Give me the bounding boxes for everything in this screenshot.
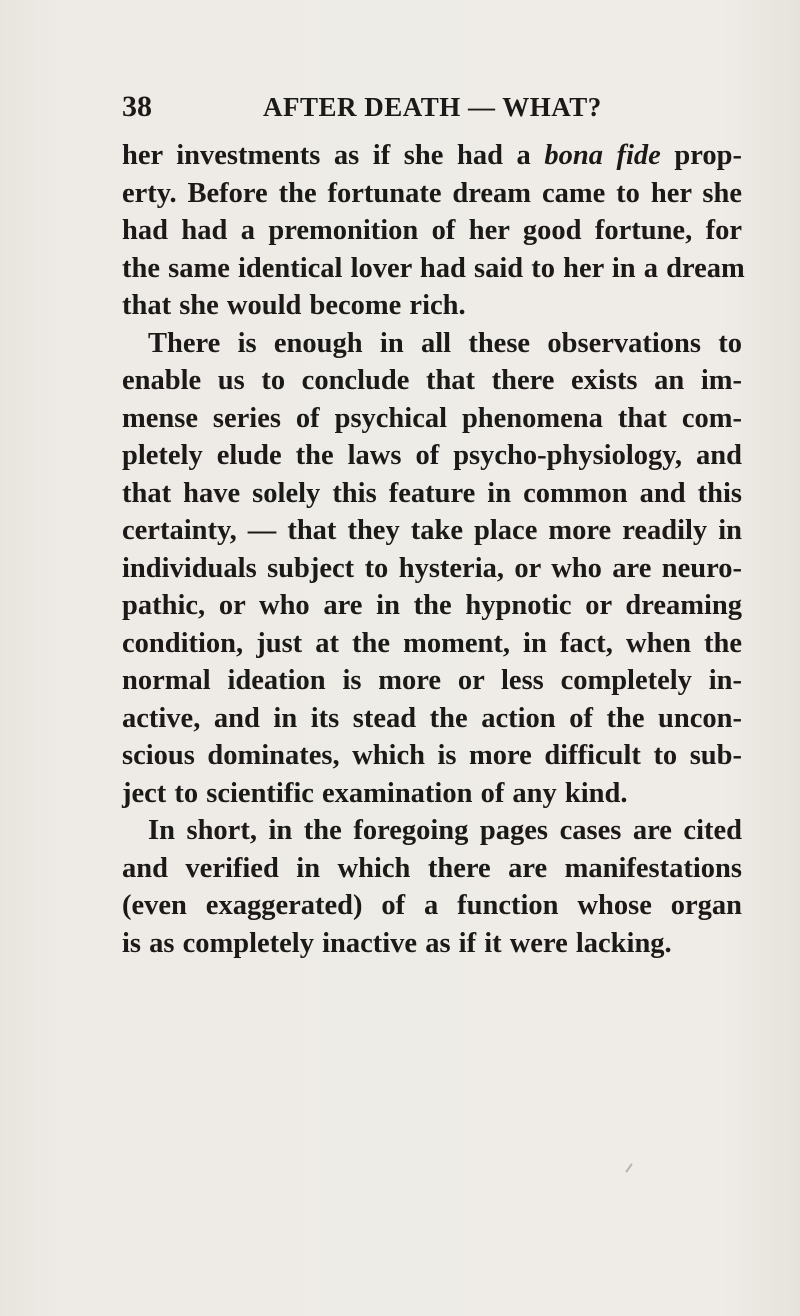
- text-fragment: prop-: [660, 140, 743, 171]
- text-line: In short, in the foregoing pages cases are cited: [148, 815, 742, 846]
- text-line: pletely elude the laws of psycho-physiology, and: [122, 440, 742, 471]
- text-fragment: her investments as if she had a: [122, 140, 545, 171]
- text-line: that have solely this feature in common and this: [122, 477, 742, 509]
- page-header: [122, 90, 682, 130]
- text-line: that she would become rich.: [122, 290, 466, 321]
- text-line: the same identical lover had said to her in a dream: [122, 252, 745, 284]
- text-line: erty. Before the fortunate dream came to her she: [122, 177, 742, 209]
- text-line: [122, 137, 742, 175]
- text-line: normal ideation is more or less completely in-: [122, 665, 742, 696]
- text-line: scious dominates, which is more difficult to sub-: [122, 740, 742, 771]
- page-number: 38: [122, 90, 152, 123]
- text-line: ject to scientific examination of any kind.: [122, 777, 628, 809]
- text-line: is as completely inactive as if it were lacking.: [122, 927, 672, 959]
- text-line: certainty, — that they take place more readily in: [122, 515, 742, 546]
- text-line: There is enough in all these observations to: [148, 327, 742, 359]
- text-line: mense series of psychical phenomena that com-: [122, 402, 742, 434]
- text-line: individuals subject to hysteria, or who are neuro-: [122, 552, 742, 584]
- paper-speck: [625, 1163, 632, 1172]
- italic-phrase: bona fide: [544, 140, 661, 171]
- running-head: AFTER DEATH — WHAT?: [263, 92, 602, 122]
- text-line: active, and in its stead the action of the uncon-: [122, 702, 742, 734]
- text-line: had had a premonition of her good fortune, for: [122, 215, 742, 246]
- text-line: pathic, or who are in the hypnotic or dreaming: [122, 590, 742, 621]
- text-line: enable us to conclude that there exists an im-: [122, 365, 742, 396]
- body-text: [122, 137, 745, 962]
- text-line: condition, just at the moment, in fact, when the: [122, 627, 742, 659]
- text-line: (even exaggerated) of a function whose organ: [122, 890, 742, 921]
- text-line: and verified in which there are manifestations: [122, 852, 742, 884]
